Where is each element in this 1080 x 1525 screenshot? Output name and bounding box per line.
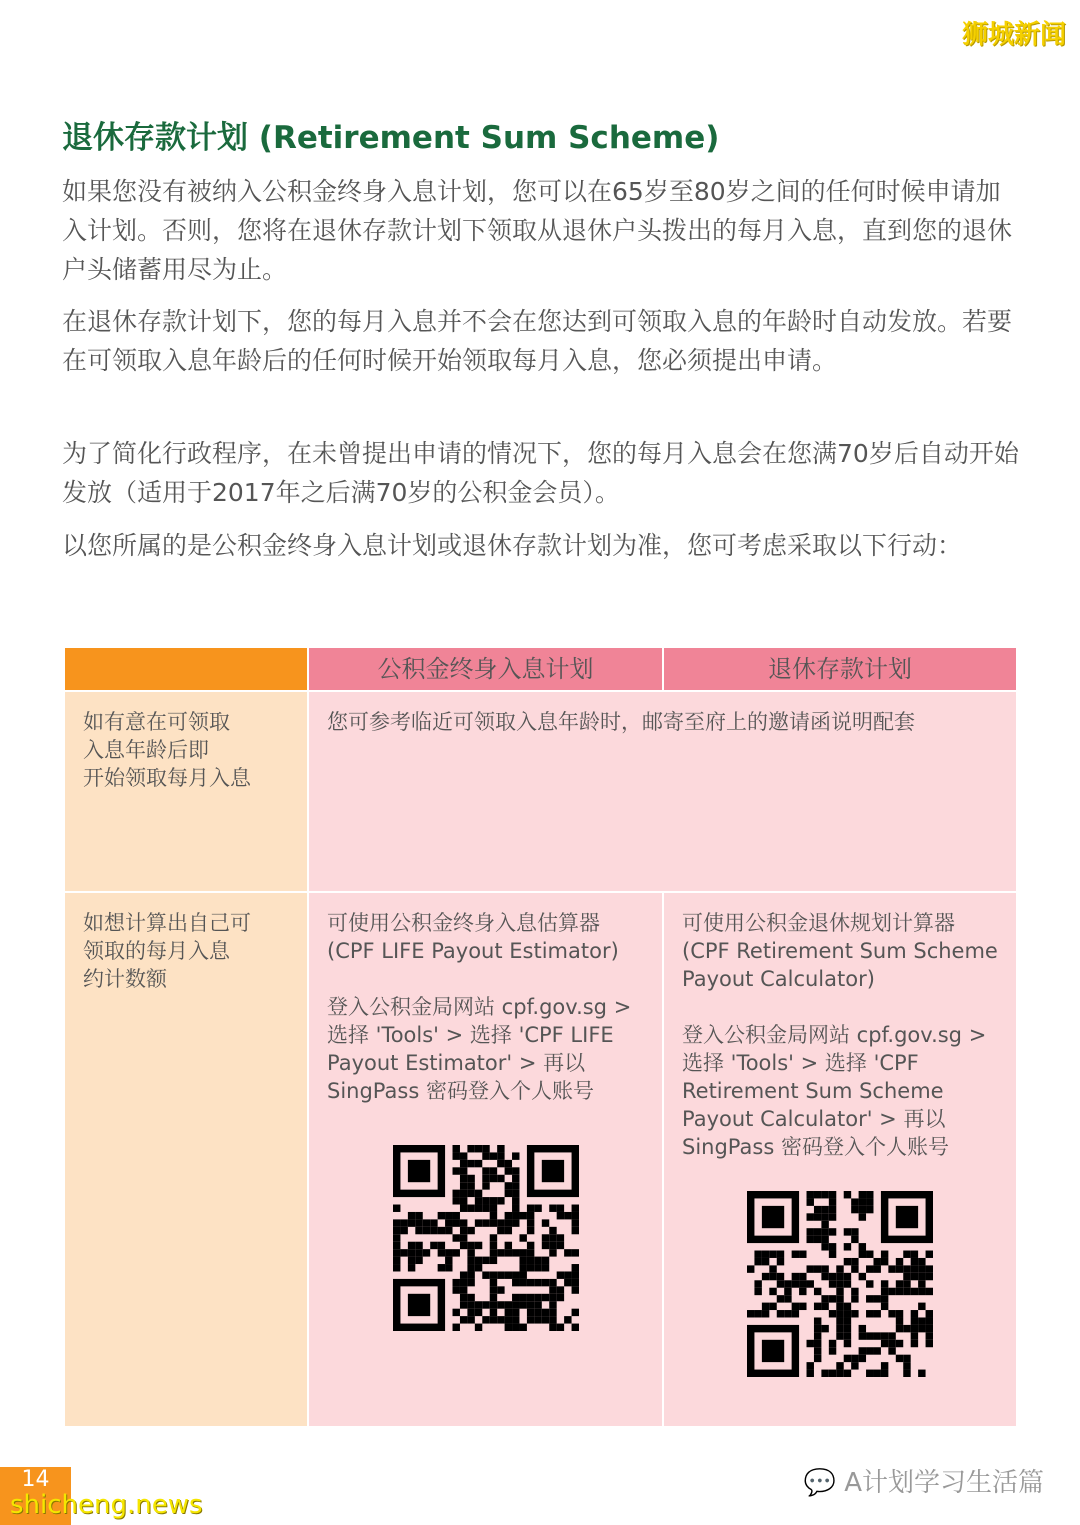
wechat-icon: 💬 (803, 1468, 836, 1498)
rss-calculator-title: 可使用公积金退休规划计算器 (CPF Retirement Sum Scheme Payout Calculator) (682, 911, 998, 991)
row-label-estimate: 如想计算出自己可 领取的每月入息 约计数额 (64, 892, 308, 1427)
page-number: 14 (0, 1467, 71, 1525)
paragraph-2: 在退休存款计划下，您的每月入息并不会在您达到可领取入息的年龄时自动发放。若要在可领取入息年龄后的任何时候开始领取每月入息，您必须提出申请。 (62, 307, 1013, 375)
wechat-source-label: A计划学习生活篇 (844, 1468, 1044, 1498)
qr-code-life[interactable] (393, 1145, 579, 1331)
section-title: 退休存款计划 (Retirement Sum Scheme) (62, 120, 720, 156)
row-label-start-payout: 如有意在可领取 入息年龄后即 开始领取每月入息 (64, 691, 308, 892)
paragraph-1: 如果您没有被纳入公积金终身入息计划，您可以在65岁至80岁之间的任何时候申请加入计划。否则，您将在退休存款计划下领取从退休户头拨出的每月入息，直到您的退休户头储蓄用尽为止。 (62, 177, 1013, 284)
rss-calculator-steps: 登入公积金局网站 cpf.gov.sg > 选择 'Tools' > 选择 'CPF Retirement Sum Scheme Payout Calculator' > 再以 SingPass 密码登入个人账号 (682, 1023, 987, 1159)
scheme-table (63, 646, 1018, 1428)
watermark-top: 狮城新闻 (961, 20, 1066, 50)
wechat-source (804, 1462, 1044, 1499)
cell-cpf-life-estimator (308, 892, 663, 1427)
cell-invitation-letter: 您可参考临近可领取入息年龄时，邮寄至府上的邀请函说明配套 (308, 691, 1017, 892)
header-cpf-life: 公积金终身入息计划 (308, 647, 663, 691)
cell-rss-calculator (663, 892, 1017, 1427)
paragraph-3: 为了简化行政程序，在未曾提出申请的情况下，您的每月入息会在您满70岁后自动开始发放（适用于2017年之后满70岁的公积金会员）。 (62, 439, 1019, 507)
life-estimator-title: 可使用公积金终身入息估算器 (CPF LIFE Payout Estimator) (327, 911, 619, 963)
life-estimator-steps: 登入公积金局网站 cpf.gov.sg > 选择 'Tools' > 选择 'CPF LIFE Payout Estimator' > 再以 SingPass 密码登入个人账号 (327, 995, 632, 1103)
table-corner (64, 647, 308, 691)
paragraph-4: 以您所属的是公积金终身入息计划或退休存款计划为准，您可考虑采取以下行动： (62, 531, 963, 560)
header-rss: 退休存款计划 (663, 647, 1017, 691)
site-watermark: shicheng.news (10, 1490, 203, 1520)
qr-code-rss[interactable] (747, 1191, 933, 1377)
